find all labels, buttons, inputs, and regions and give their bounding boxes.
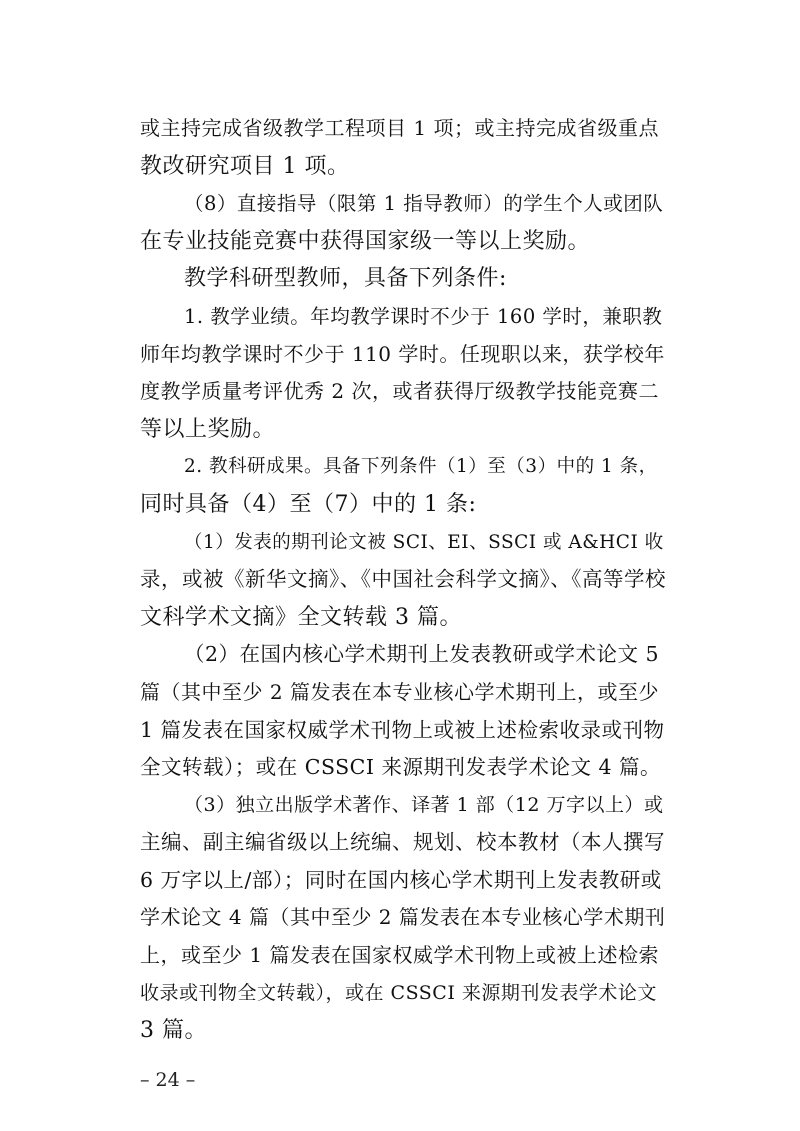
text-line: 全文转载）；或在 CSSCI 来源期刊发表学术论文 4 篇。 [140,755,662,780]
text-line: 2. 教科研成果。具备下列条件（1）至（3）中的 1 条， [184,456,658,478]
text-line: 3 篇。 [140,1018,207,1044]
text-line: 文科学术文摘》全文转载 3 篇。 [140,604,462,630]
text-line: 度教学质量考评优秀 2 次，或者获得厅级教学技能竞赛二 [140,379,659,404]
page-number: – 24 – [140,1069,196,1091]
text-line: 篇（其中至少 2 篇发表在本专业核心学术期刊上，或至少 [140,679,659,704]
text-line: 学术论文 4 篇（其中至少 2 篇发表在本专业核心学术期刊 [140,905,666,930]
text-line: （1）发表的期刊论文被 SCI、EI、SSCI 或 A&HCI 收 [184,531,664,553]
text-line: （8）直接指导（限第 1 指导教师）的学生个人或团队 [184,192,664,216]
text-line: 教改研究项目 1 项。 [140,153,350,179]
text-line: 教学科研型教师，具备下列条件: [184,266,507,292]
text-line: 主编、副主编省级以上统编、规划、校本教材（本人撰写 [140,830,665,855]
text-line: 同时具备（4）至（7）中的 1 条: [140,491,477,517]
text-line: 收录或刊物全文转载），或在 CSSCI 来源期刊发表学术论文 [140,981,657,1004]
text-line: 1. 教学业绩。年均教学课时不少于 160 学时，兼职教 [184,304,663,328]
text-line: 等以上奖励。 [140,416,276,442]
text-line: 上，或至少 1 篇发表在国家权威学术刊物上或被上述检索 [140,943,659,968]
text-line: （2）在国内核心学术期刊上发表教研或学术论文 5 [184,642,660,667]
text-line: 1 篇发表在国家权威学术刊物上或被上述检索收录或刊物 [140,717,665,742]
text-line: （3）独立出版学术著作、译著 1 部（12 万字以上）或 [184,793,664,816]
text-line: 在专业技能竞赛中获得国家级一等以上奖励。 [140,228,591,254]
text-line: 录，或被《新华文摘》、《中国社会科学文摘》、《高等学校 [140,567,666,592]
text-line: 6 万字以上/部）；同时在国内核心学术期刊上发表教研或 [140,867,662,892]
text-line: 师年均教学课时不少于 110 学时。任现职以来，获学校年 [140,341,665,366]
body-text [140,110,668,1050]
text-line: 或主持完成省级教学工程项目 1 项；或主持完成省级重点 [140,116,659,140]
